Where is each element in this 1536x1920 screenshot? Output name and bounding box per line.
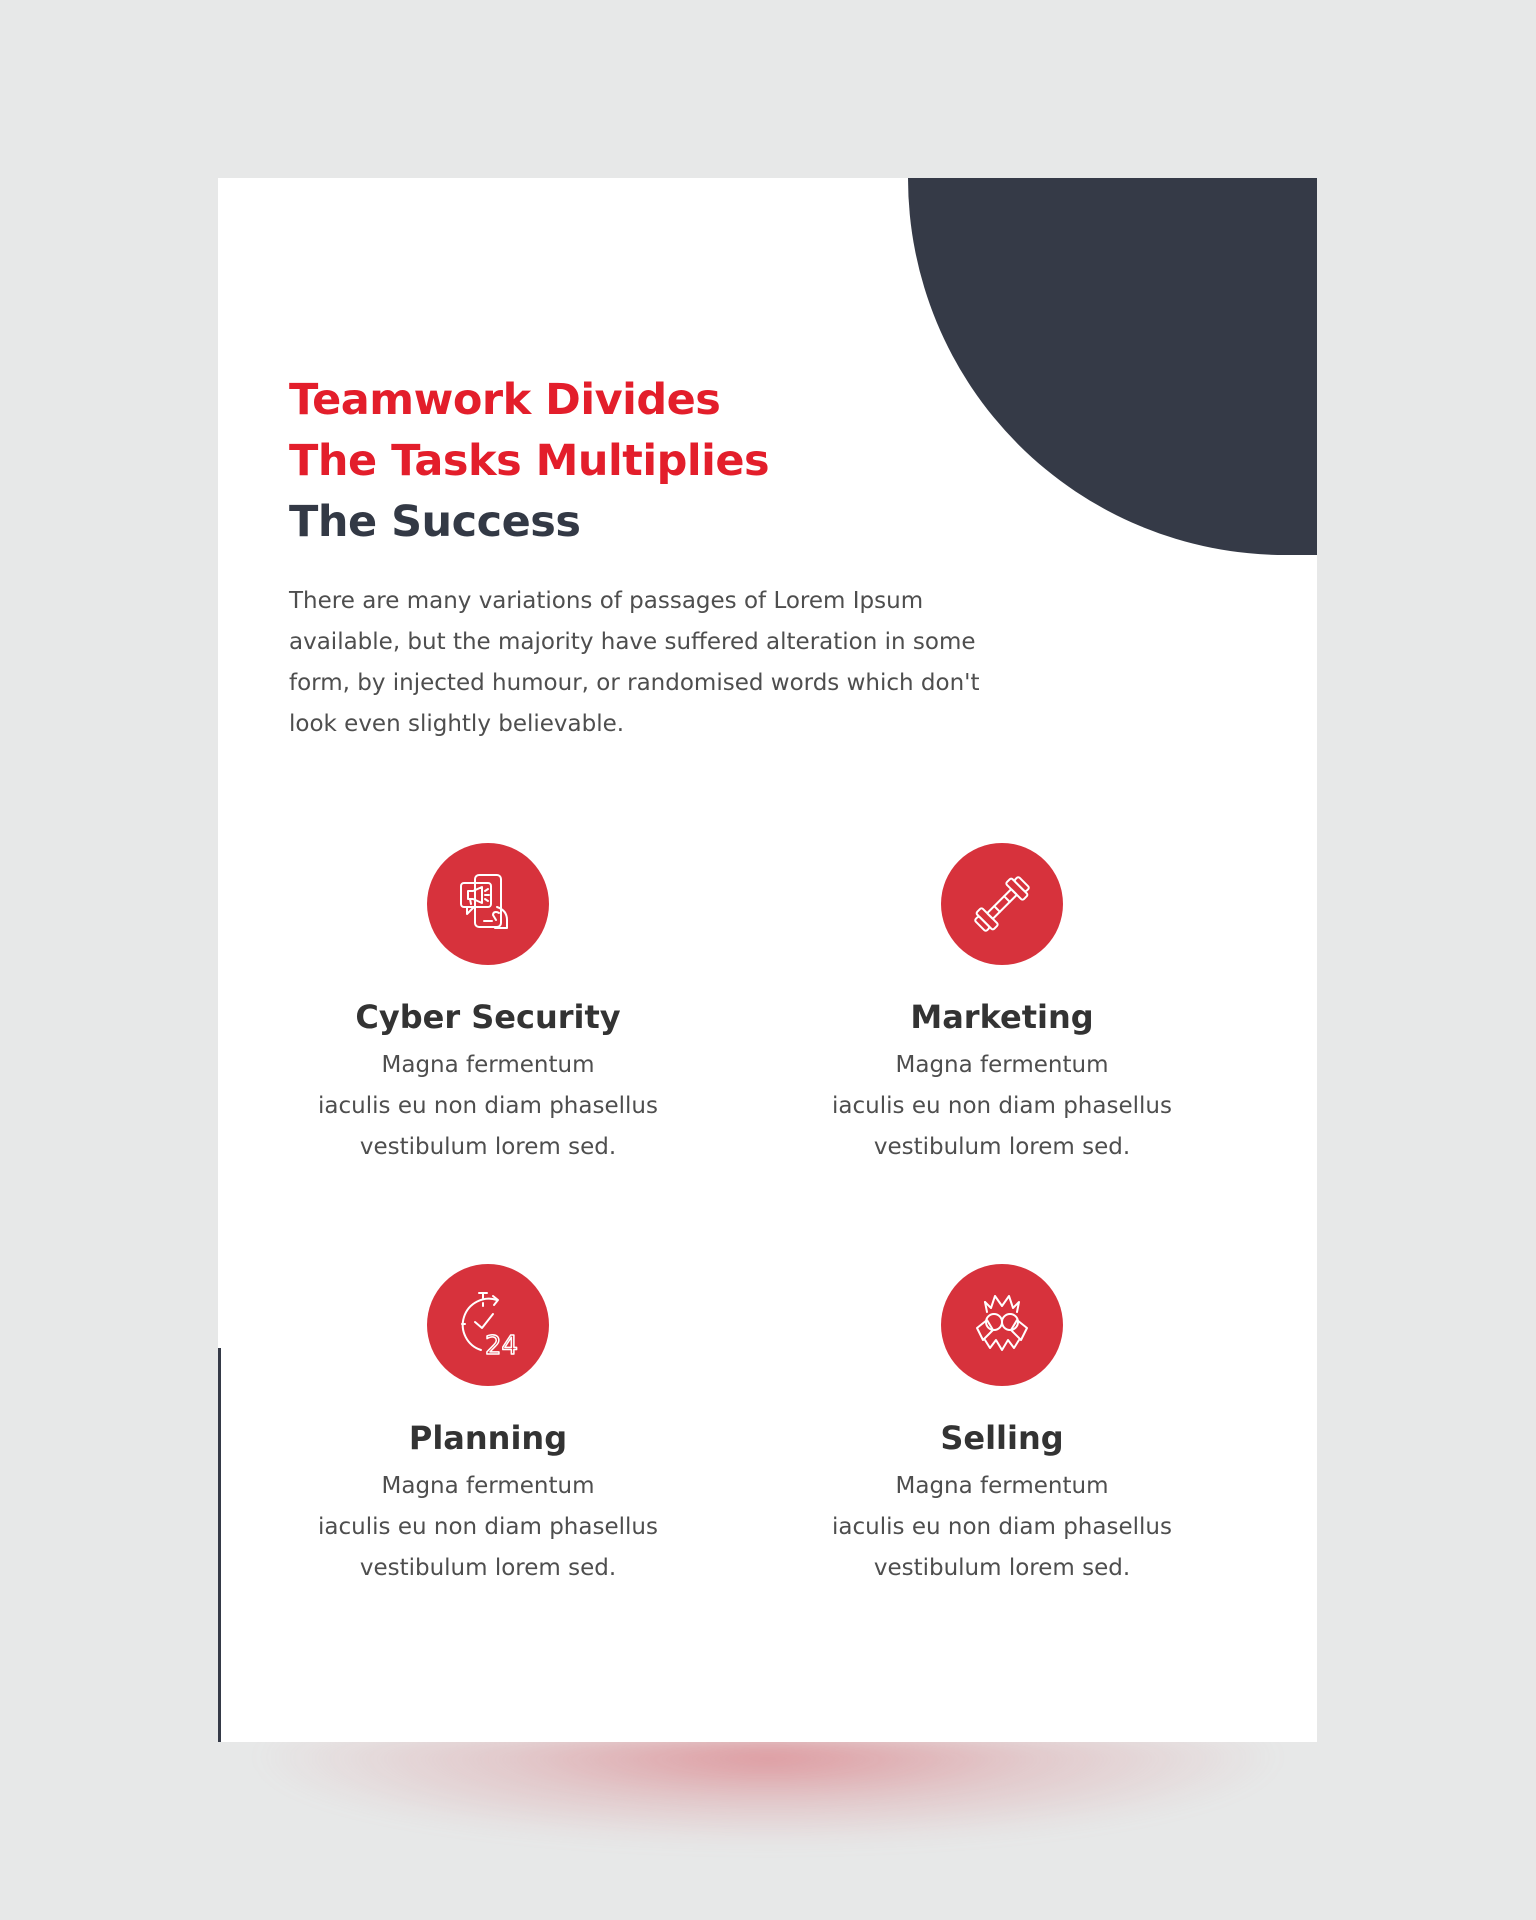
feature-selling xyxy=(772,1264,1232,1589)
feature-text-line-1: Magna fermentum xyxy=(895,1052,1109,1078)
clock-24-icon xyxy=(427,1264,549,1386)
headline-line-3: The Success xyxy=(289,497,581,547)
feature-text-line-2: iaculis eu non diam phasellus xyxy=(318,1514,658,1540)
page-shadow xyxy=(250,1735,1286,1845)
feature-text-line-1: Magna fermentum xyxy=(895,1473,1109,1499)
headline-line-1: Teamwork Divides xyxy=(289,375,721,425)
feature-title: Cyber Security xyxy=(355,998,621,1036)
intro-line-1: There are many variations of passages of Lorem Ipsum xyxy=(289,588,924,614)
svg-text:24: 24 xyxy=(485,1331,519,1361)
feature-planning xyxy=(258,1264,718,1589)
intro-line-2: available, but the majority have suffered alteration in some xyxy=(289,629,976,655)
feature-text-line-1: Magna fermentum xyxy=(381,1052,595,1078)
feature-text-line-2: iaculis eu non diam phasellus xyxy=(832,1514,1172,1540)
corner-decoration xyxy=(908,178,1317,555)
feature-text-line-3: vestibulum lorem sed. xyxy=(873,1134,1131,1160)
feature-cyber-security xyxy=(258,843,718,1168)
feature-description xyxy=(258,1045,718,1168)
feature-text-line-2: iaculis eu non diam phasellus xyxy=(318,1093,658,1119)
feature-text-line-3: vestibulum lorem sed. xyxy=(359,1134,617,1160)
feature-description xyxy=(258,1466,718,1589)
flyer-page xyxy=(218,178,1317,1742)
feature-title: Marketing xyxy=(910,998,1094,1036)
megaphone-phone-icon xyxy=(427,843,549,965)
feature-title: Planning xyxy=(408,1419,568,1457)
feature-text-line-2: iaculis eu non diam phasellus xyxy=(832,1093,1172,1119)
dumbbell-icon xyxy=(941,843,1063,965)
feature-description xyxy=(772,1045,1232,1168)
left-edge-accent xyxy=(218,1348,221,1742)
headline-line-2: The Tasks Multiplies xyxy=(289,436,770,486)
intro-paragraph xyxy=(289,581,1049,745)
feature-description xyxy=(772,1466,1232,1589)
headline xyxy=(289,370,769,553)
feature-text-line-1: Magna fermentum xyxy=(381,1473,595,1499)
intro-line-4: look even slightly believable. xyxy=(289,711,625,737)
intro-line-3: form, by injected humour, or randomised words which don't xyxy=(289,670,980,696)
feature-title: Selling xyxy=(940,1419,1064,1457)
handshake-icon xyxy=(941,1264,1063,1386)
feature-text-line-3: vestibulum lorem sed. xyxy=(873,1555,1131,1581)
feature-text-line-3: vestibulum lorem sed. xyxy=(359,1555,617,1581)
feature-marketing xyxy=(772,843,1232,1168)
